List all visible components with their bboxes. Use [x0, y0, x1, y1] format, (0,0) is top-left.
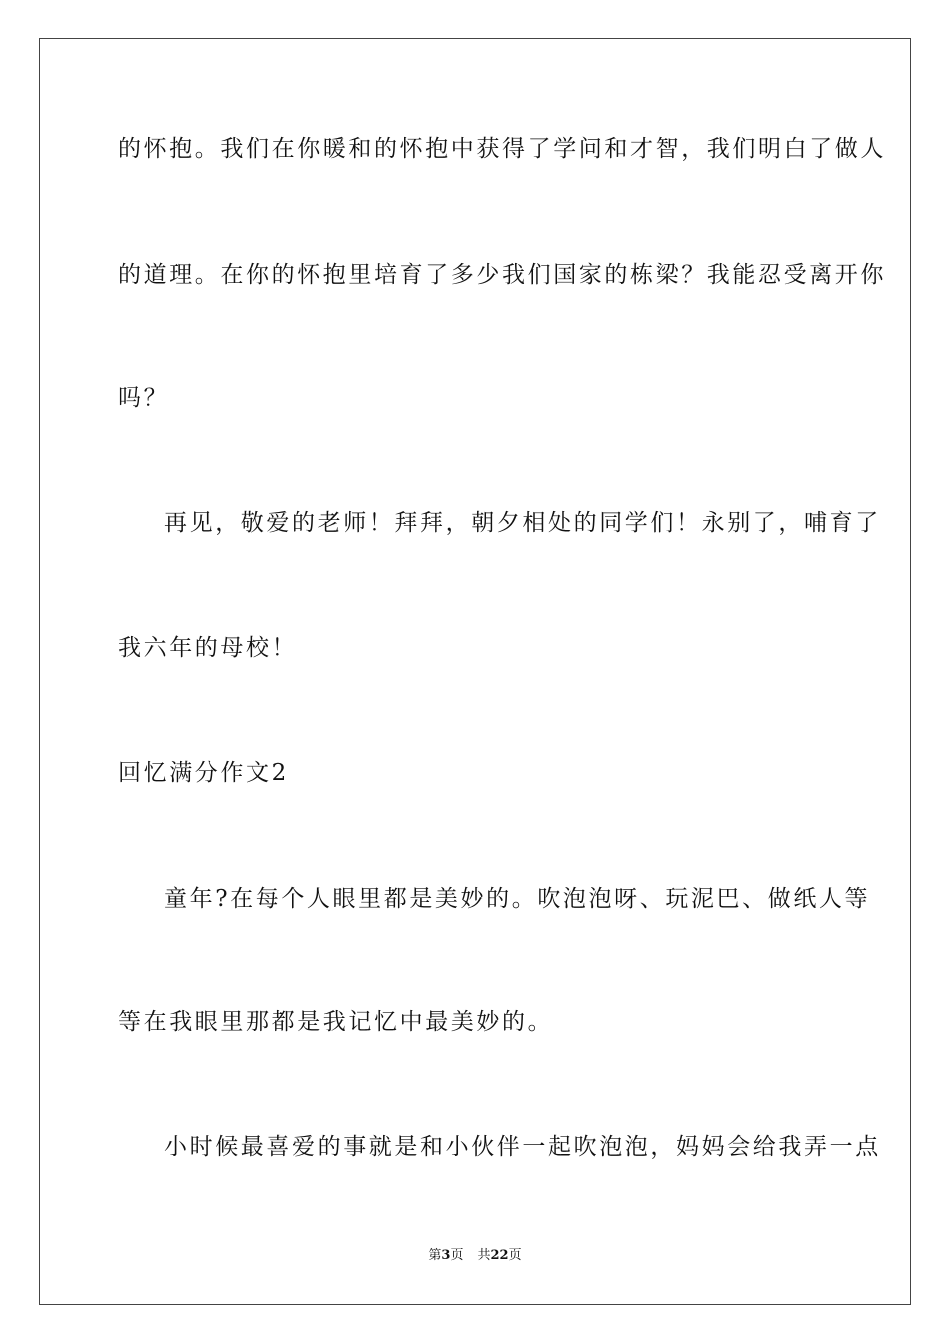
page-number: 3	[441, 1248, 451, 1263]
paragraph-line: 小时候最喜爱的事就是和小伙伴一起吹泡泡，妈妈会给我弄一点	[164, 1134, 881, 1160]
paragraph-line: 的道理。在你的怀抱里培育了多少我们国家的栋梁？我能忍受离开你	[118, 262, 886, 288]
total-suffix: 页	[508, 1248, 522, 1263]
section-heading: 回忆满分作文2	[118, 760, 289, 786]
page-prefix: 第	[428, 1248, 442, 1263]
total-pages: 22	[490, 1248, 509, 1263]
paragraph-line: 等在我眼里那都是我记忆中最美妙的。	[118, 1009, 554, 1035]
paragraph-line: 我六年的母校！	[118, 635, 298, 661]
page-border	[39, 38, 911, 1305]
paragraph-line: 再见，敬爱的老师！拜拜，朝夕相处的同学们！永别了，哺育了	[164, 510, 881, 536]
paragraph-line: 童年?在每个人眼里都是美妙的。吹泡泡呀、玩泥巴、做纸人等	[164, 886, 871, 912]
paragraph-line: 的怀抱。我们在你暖和的怀抱中获得了学问和才智，我们明白了做人	[118, 136, 886, 162]
page-suffix: 页	[450, 1248, 464, 1263]
paragraph-line: 吗？	[118, 385, 170, 411]
page-footer	[0, 1247, 950, 1265]
total-prefix: 共	[477, 1248, 491, 1263]
